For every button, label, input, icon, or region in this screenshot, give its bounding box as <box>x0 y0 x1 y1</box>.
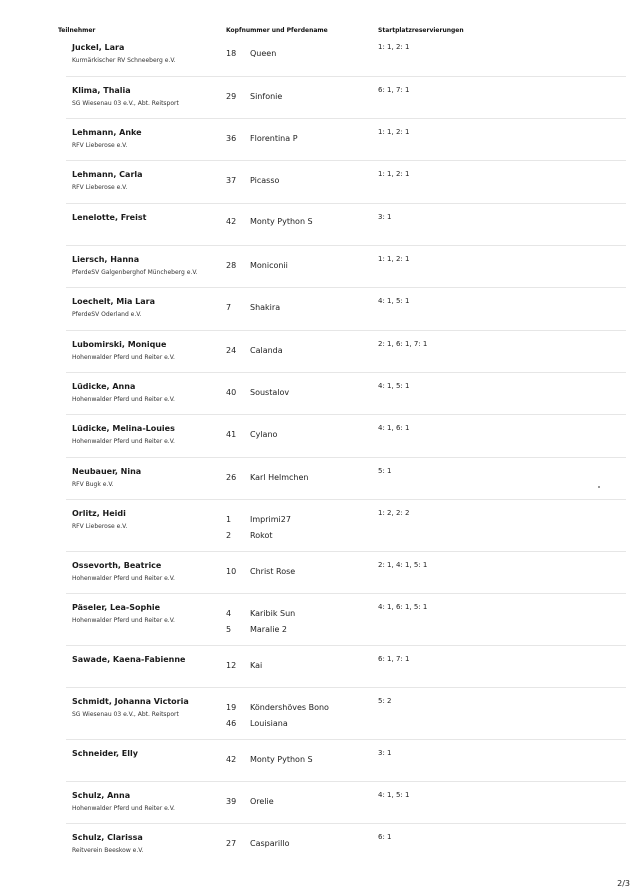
participant-name: Schmidt, Johanna Victoria <box>72 697 189 706</box>
start-reservations: 1: 1, 2: 1 <box>378 128 410 136</box>
horse-number: 46 <box>226 719 237 728</box>
row-divider <box>66 372 626 373</box>
horse-name: Maralie 2 <box>250 625 287 634</box>
horse-name: Köndershöves Bono <box>250 703 329 712</box>
horse-name: Imprimi27 <box>250 515 291 524</box>
participant-club: Hohenwalder Pferd und Reiter e.V. <box>72 617 175 624</box>
horse-number: 12 <box>226 661 237 670</box>
horse-number: 19 <box>226 703 237 712</box>
start-reservations: 1: 1, 2: 1 <box>378 170 410 178</box>
participant-club: Hohenwalder Pferd und Reiter e.V. <box>72 575 175 582</box>
participant-name: Klima, Thalia <box>72 86 131 95</box>
participant-club: RFV Bugk e.V. <box>72 481 114 488</box>
start-reservations: 3: 1 <box>378 749 392 757</box>
row-divider <box>66 645 626 646</box>
participant-club: Hohenwalder Pferd und Reiter e.V. <box>72 396 175 403</box>
horse-number: 37 <box>226 176 237 185</box>
participant-name: Lubomirski, Monique <box>72 340 167 349</box>
horse-name: Orelie <box>250 797 274 806</box>
horse-number: 7 <box>226 303 232 312</box>
participant-name: Ossevorth, Beatrice <box>72 561 162 570</box>
start-reservations: 3: 1 <box>378 213 392 221</box>
row-divider <box>66 781 626 782</box>
horse-number: 24 <box>226 346 237 355</box>
horse-name: Soustalov <box>250 388 290 397</box>
participant-name: Lüdicke, Anna <box>72 382 136 391</box>
participant-club: PferdeSV Galgenberghof Müncheberg e.V. <box>72 269 198 276</box>
participant-name: Lenelotte, Freist <box>72 213 147 222</box>
horse-name: Sinfonie <box>250 92 283 101</box>
horse-number: 28 <box>226 261 237 270</box>
start-reservations: 2: 1, 4: 1, 5: 1 <box>378 561 428 569</box>
participant-club: SG Wiesenau 03 e.V., Abt. Reitsport <box>72 711 179 718</box>
horse-number: 39 <box>226 797 237 806</box>
horse-number: 29 <box>226 92 237 101</box>
row-divider <box>66 203 626 204</box>
row-divider <box>66 551 626 552</box>
participant-name: Schulz, Anna <box>72 791 131 800</box>
participant-name: Lehmann, Carla <box>72 170 143 179</box>
horse-name: Queen <box>250 49 277 58</box>
start-reservations: 4: 1, 6: 1, 5: 1 <box>378 603 428 611</box>
participant-club: Hohenwalder Pferd und Reiter e.V. <box>72 354 175 361</box>
horse-number: 42 <box>226 755 237 764</box>
horse-number: 5 <box>226 625 232 634</box>
horse-number: 42 <box>226 217 237 226</box>
horse-name: Florentina P <box>250 134 298 143</box>
participant-name: Loechelt, Mia Lara <box>72 297 155 306</box>
participant-name: Lüdicke, Melina-Louies <box>72 424 175 433</box>
horse-number: 26 <box>226 473 237 482</box>
participant-club: Reitverein Beeskow e.V. <box>72 847 144 854</box>
row-divider <box>66 245 626 246</box>
row-divider <box>66 414 626 415</box>
participant-name: Juckel, Lara <box>72 43 125 52</box>
start-reservations: 6: 1, 7: 1 <box>378 86 410 94</box>
row-divider <box>66 330 626 331</box>
horse-number: 1 <box>226 515 232 524</box>
horse-name: Moniconii <box>250 261 288 270</box>
start-reservations: 1: 1, 2: 1 <box>378 255 410 263</box>
horse-name: Louisiana <box>250 719 288 728</box>
start-reservations: 1: 1, 2: 1 <box>378 43 410 51</box>
row-divider <box>66 76 626 77</box>
horse-name: Cylano <box>250 430 278 439</box>
participant-club: Hohenwalder Pferd und Reiter e.V. <box>72 805 175 812</box>
horse-name: Rokot <box>250 531 273 540</box>
participant-name: Schneider, Elly <box>72 749 138 758</box>
horse-name: Monty Python S <box>250 755 313 764</box>
page-number: 2/3 <box>617 879 630 888</box>
start-reservations: 4: 1, 5: 1 <box>378 791 410 799</box>
participant-name: Orlitz, Heidi <box>72 509 126 518</box>
participant-club: RFV Lieberose e.V. <box>72 523 128 530</box>
row-divider <box>66 687 626 688</box>
row-divider <box>66 593 626 594</box>
start-reservations: 4: 1, 5: 1 <box>378 297 410 305</box>
row-divider <box>66 499 626 500</box>
start-reservations: 4: 1, 6: 1 <box>378 424 410 432</box>
participant-name: Schulz, Clarissa <box>72 833 143 842</box>
participant-club: RFV Lieberose e.V. <box>72 142 128 149</box>
start-reservations: 5: 2 <box>378 697 392 705</box>
horse-number: 41 <box>226 430 237 439</box>
row-divider <box>66 118 626 119</box>
start-reservations: 5: 1 <box>378 467 392 475</box>
row-divider <box>66 739 626 740</box>
horse-number: 2 <box>226 531 232 540</box>
start-reservations: 6: 1 <box>378 833 392 841</box>
participant-club: RFV Lieberose e.V. <box>72 184 128 191</box>
participant-name: Lehmann, Anke <box>72 128 142 137</box>
horse-name: Kai <box>250 661 263 670</box>
participant-name: Neubauer, Nina <box>72 467 142 476</box>
participant-club: PferdeSV Oderland e.V. <box>72 311 142 318</box>
start-reservations: 6: 1, 7: 1 <box>378 655 410 663</box>
column-header-start-reservations: Startplatzreservierungen <box>378 27 464 34</box>
horse-name: Karibik Sun <box>250 609 296 618</box>
horse-number: 27 <box>226 839 237 848</box>
horse-number: 4 <box>226 609 232 618</box>
horse-name: Casparillo <box>250 839 290 848</box>
horse-name: Shakira <box>250 303 281 312</box>
horse-number: 40 <box>226 388 237 397</box>
horse-number: 36 <box>226 134 237 143</box>
row-divider <box>66 823 626 824</box>
start-reservations: 2: 1, 6: 1, 7: 1 <box>378 340 428 348</box>
horse-number: 10 <box>226 567 237 576</box>
column-header-participants: Teilnehmer <box>58 27 96 34</box>
row-divider <box>66 457 626 458</box>
participant-club: Kurmärkischer RV Schneeberg e.V. <box>72 57 176 64</box>
horse-name: Picasso <box>250 176 280 185</box>
horse-number: 18 <box>226 49 237 58</box>
participant-club: Hohenwalder Pferd und Reiter e.V. <box>72 438 175 445</box>
horse-name: Christ Rose <box>250 567 296 576</box>
horse-name: Monty Python S <box>250 217 313 226</box>
start-reservations: 1: 2, 2: 2 <box>378 509 410 517</box>
scan-speck <box>598 486 600 488</box>
participant-club: SG Wiesenau 03 e.V., Abt. Reitsport <box>72 100 179 107</box>
start-reservations: 4: 1, 5: 1 <box>378 382 410 390</box>
column-header-horse: Kopfnummer und Pferdename <box>226 27 328 34</box>
participant-name: Sawade, Kaena-Fabienne <box>72 655 186 664</box>
horse-name: Karl Helmchen <box>250 473 309 482</box>
participant-name: Liersch, Hanna <box>72 255 140 264</box>
horse-name: Calanda <box>250 346 283 355</box>
row-divider <box>66 160 626 161</box>
row-divider <box>66 287 626 288</box>
participant-name: Päseler, Lea-Sophie <box>72 603 161 612</box>
